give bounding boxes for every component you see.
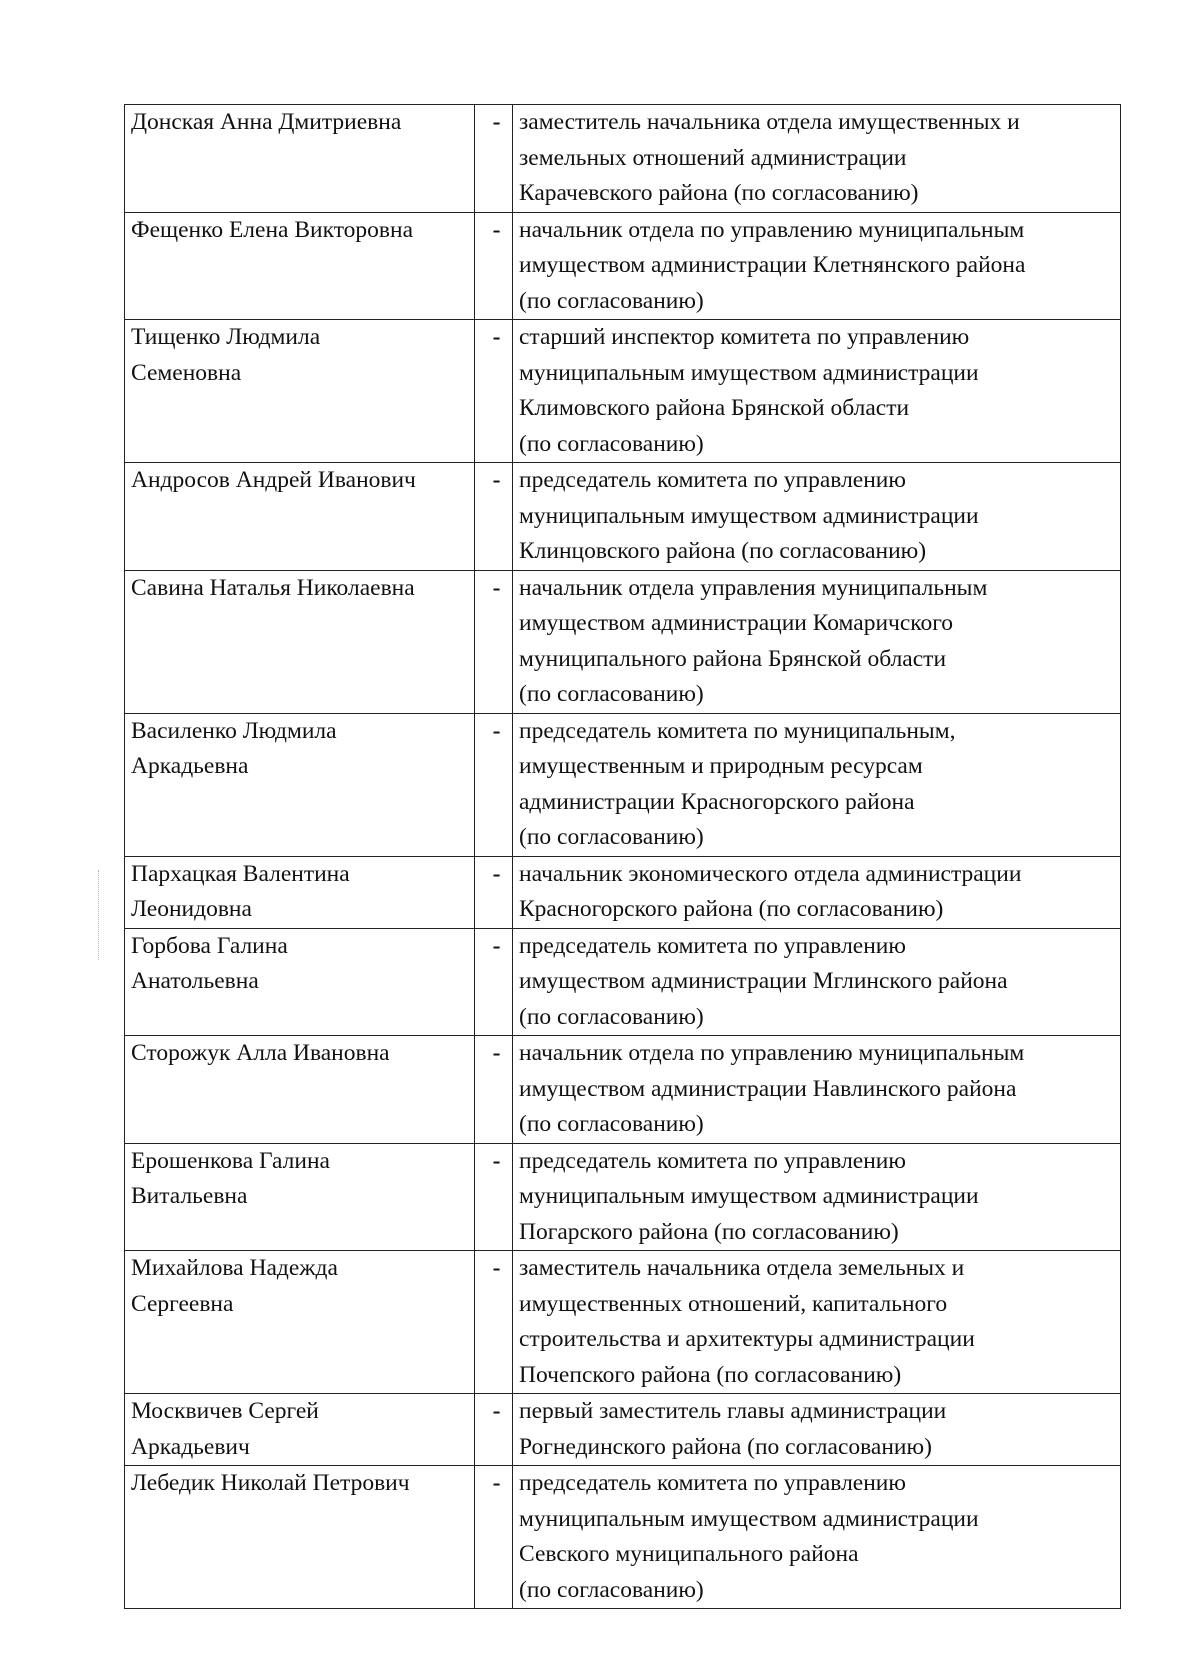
table-row [125, 570, 1121, 713]
dash-separator: - [475, 463, 513, 571]
table-row [125, 713, 1121, 856]
member-position-line: председатель комитета по управлению [519, 932, 906, 959]
member-position-cell [513, 1394, 1121, 1466]
member-name-line: Горбова Галина [131, 932, 288, 959]
member-position-cell [513, 928, 1121, 1036]
table-row [125, 1036, 1121, 1144]
member-position-line: заместитель начальника отдела имущественных и [519, 109, 1020, 135]
commission-members-table [124, 104, 1121, 1609]
table-row [125, 463, 1121, 571]
member-name-line: Андросов Андрей Иванович [131, 467, 416, 493]
member-position-line: муниципального района Брянской области [519, 645, 947, 672]
member-position-line: Севского муниципального района [519, 1541, 859, 1567]
member-position-line: начальник отдела по управлению муниципальным [519, 1040, 1025, 1066]
member-position-line: (по согласованию) [519, 681, 704, 707]
member-name-line: Анатольевна [131, 968, 259, 994]
member-name-line: Василенко Людмила [131, 717, 337, 744]
member-position-line: Почепского района (по согласованию) [519, 1361, 902, 1388]
member-position-line: начальник отдела управления муниципальным [519, 574, 988, 601]
member-position-cell [513, 463, 1121, 571]
member-name-line: Фещенко Елена Викторовна [131, 216, 414, 243]
member-position-line: (по согласованию) [519, 430, 704, 457]
member-position-line: Рогнединского района (по согласованию) [519, 1433, 932, 1460]
member-position-line: (по согласованию) [519, 824, 704, 850]
member-name-cell [125, 1466, 475, 1609]
member-name-line: Пархацкая Валентина [131, 860, 350, 887]
member-position-line: начальник экономического отдела администрации [519, 860, 1022, 887]
member-name-cell [125, 1394, 475, 1466]
member-name-line: Семеновна [131, 359, 242, 386]
member-name-cell [125, 1143, 475, 1251]
member-position-line: (по согласованию) [519, 1576, 704, 1603]
member-position-line: Карачевского района (по согласованию) [519, 180, 919, 206]
member-position-line: начальник отдела по управлению муниципальным [519, 216, 1025, 243]
member-name-line: Лебедик Николай Петрович [131, 1470, 410, 1496]
member-position-line: первый заместитель главы администрации [519, 1398, 947, 1424]
member-position-line: Погарского района (по согласованию) [519, 1218, 899, 1245]
member-position-cell [513, 1143, 1121, 1251]
dash-separator: - [475, 105, 513, 213]
member-position-cell [513, 105, 1121, 213]
table-row [125, 928, 1121, 1036]
table-row [125, 1143, 1121, 1251]
member-position-line: администрации Красногорского района [519, 788, 915, 815]
member-position-line: (по согласованию) [519, 287, 704, 314]
member-position-cell [513, 212, 1121, 320]
member-position-line: муниципальным имуществом администрации [519, 1505, 979, 1532]
member-position-line: строительства и архитектуры администрации [519, 1326, 975, 1352]
member-position-line: (по согласованию) [519, 1003, 704, 1030]
table-row [125, 1394, 1121, 1466]
member-name-cell [125, 1036, 475, 1144]
member-position-cell [513, 856, 1121, 928]
member-name-cell [125, 212, 475, 320]
dash-separator: - [475, 1143, 513, 1251]
member-position-cell [513, 713, 1121, 856]
member-position-line: председатель комитета по управлению [519, 1470, 906, 1496]
table-row [125, 856, 1121, 928]
dash-separator: - [475, 320, 513, 463]
member-name-line: Москвичев Сергей [131, 1398, 319, 1424]
table-body [125, 105, 1121, 1609]
member-name-line: Савина Наталья Николаевна [131, 574, 415, 601]
dash-separator: - [475, 1251, 513, 1394]
member-name-line: Ерошенкова Галина [131, 1147, 330, 1174]
member-name-line: Сергеевна [131, 1290, 234, 1317]
member-position-cell [513, 320, 1121, 463]
member-position-cell [513, 1466, 1121, 1609]
member-position-line: муниципальным имуществом администрации [519, 1183, 979, 1209]
member-name-cell [125, 105, 475, 213]
scan-artifact [98, 870, 99, 960]
member-name-cell [125, 570, 475, 713]
dash-separator: - [475, 1036, 513, 1144]
member-position-line: председатель комитета по муниципальным, [519, 717, 956, 744]
dash-separator: - [475, 212, 513, 320]
member-position-line: (по согласованию) [519, 1111, 704, 1137]
member-name-line: Аркадьевич [131, 1433, 250, 1460]
member-position-line: заместитель начальника отдела земельных и [519, 1255, 965, 1281]
member-name-line: Донская Анна Дмитриевна [131, 109, 402, 135]
member-position-line: имуществом администрации Комаричского [519, 610, 954, 636]
member-position-line: муниципальным имуществом администрации [519, 502, 979, 529]
member-position-cell [513, 1036, 1121, 1144]
member-position-line: Клинцовского района (по согласованию) [519, 538, 927, 564]
member-position-line: муниципальным имуществом администрации [519, 359, 979, 386]
member-position-line: имуществом администрации Мглинского района [519, 968, 1008, 994]
member-position-line: имущественных отношений, капитального [519, 1290, 948, 1317]
dash-separator: - [475, 713, 513, 856]
table-row [125, 320, 1121, 463]
member-position-line: Красногорского района (по согласованию) [519, 896, 944, 922]
dash-separator: - [475, 928, 513, 1036]
member-name-cell [125, 1251, 475, 1394]
table-row [125, 105, 1121, 213]
member-position-cell [513, 1251, 1121, 1394]
member-position-line: Климовского района Брянской области [519, 395, 910, 421]
member-position-line: председатель комитета по управлению [519, 1147, 906, 1174]
member-position-line: председатель комитета по управлению [519, 467, 906, 493]
member-name-cell [125, 463, 475, 571]
member-name-line: Михайлова Надежда [131, 1255, 338, 1281]
member-position-cell [513, 570, 1121, 713]
member-position-line: имуществом администрации Навлинского района [519, 1075, 1017, 1102]
dash-separator: - [475, 856, 513, 928]
table-row [125, 1251, 1121, 1394]
dash-separator: - [475, 1466, 513, 1609]
member-name-cell [125, 928, 475, 1036]
member-name-line: Тищенко Людмила [131, 324, 321, 350]
member-position-line: земельных отношений администрации [519, 144, 907, 171]
member-name-line: Витальевна [131, 1183, 248, 1209]
dash-separator: - [475, 570, 513, 713]
member-name-line: Сторожук Алла Ивановна [131, 1040, 390, 1066]
member-position-line: имуществом администрации Клетнянского района [519, 252, 1026, 278]
member-name-line: Аркадьевна [131, 753, 249, 779]
member-position-line: старший инспектор комитета по управлению [519, 324, 970, 350]
member-name-line: Леонидовна [131, 896, 252, 922]
member-name-cell [125, 320, 475, 463]
member-name-cell [125, 856, 475, 928]
table-row [125, 212, 1121, 320]
dash-separator: - [475, 1394, 513, 1466]
member-position-line: имущественным и природным ресурсам [519, 753, 923, 779]
member-name-cell [125, 713, 475, 856]
table-row [125, 1466, 1121, 1609]
